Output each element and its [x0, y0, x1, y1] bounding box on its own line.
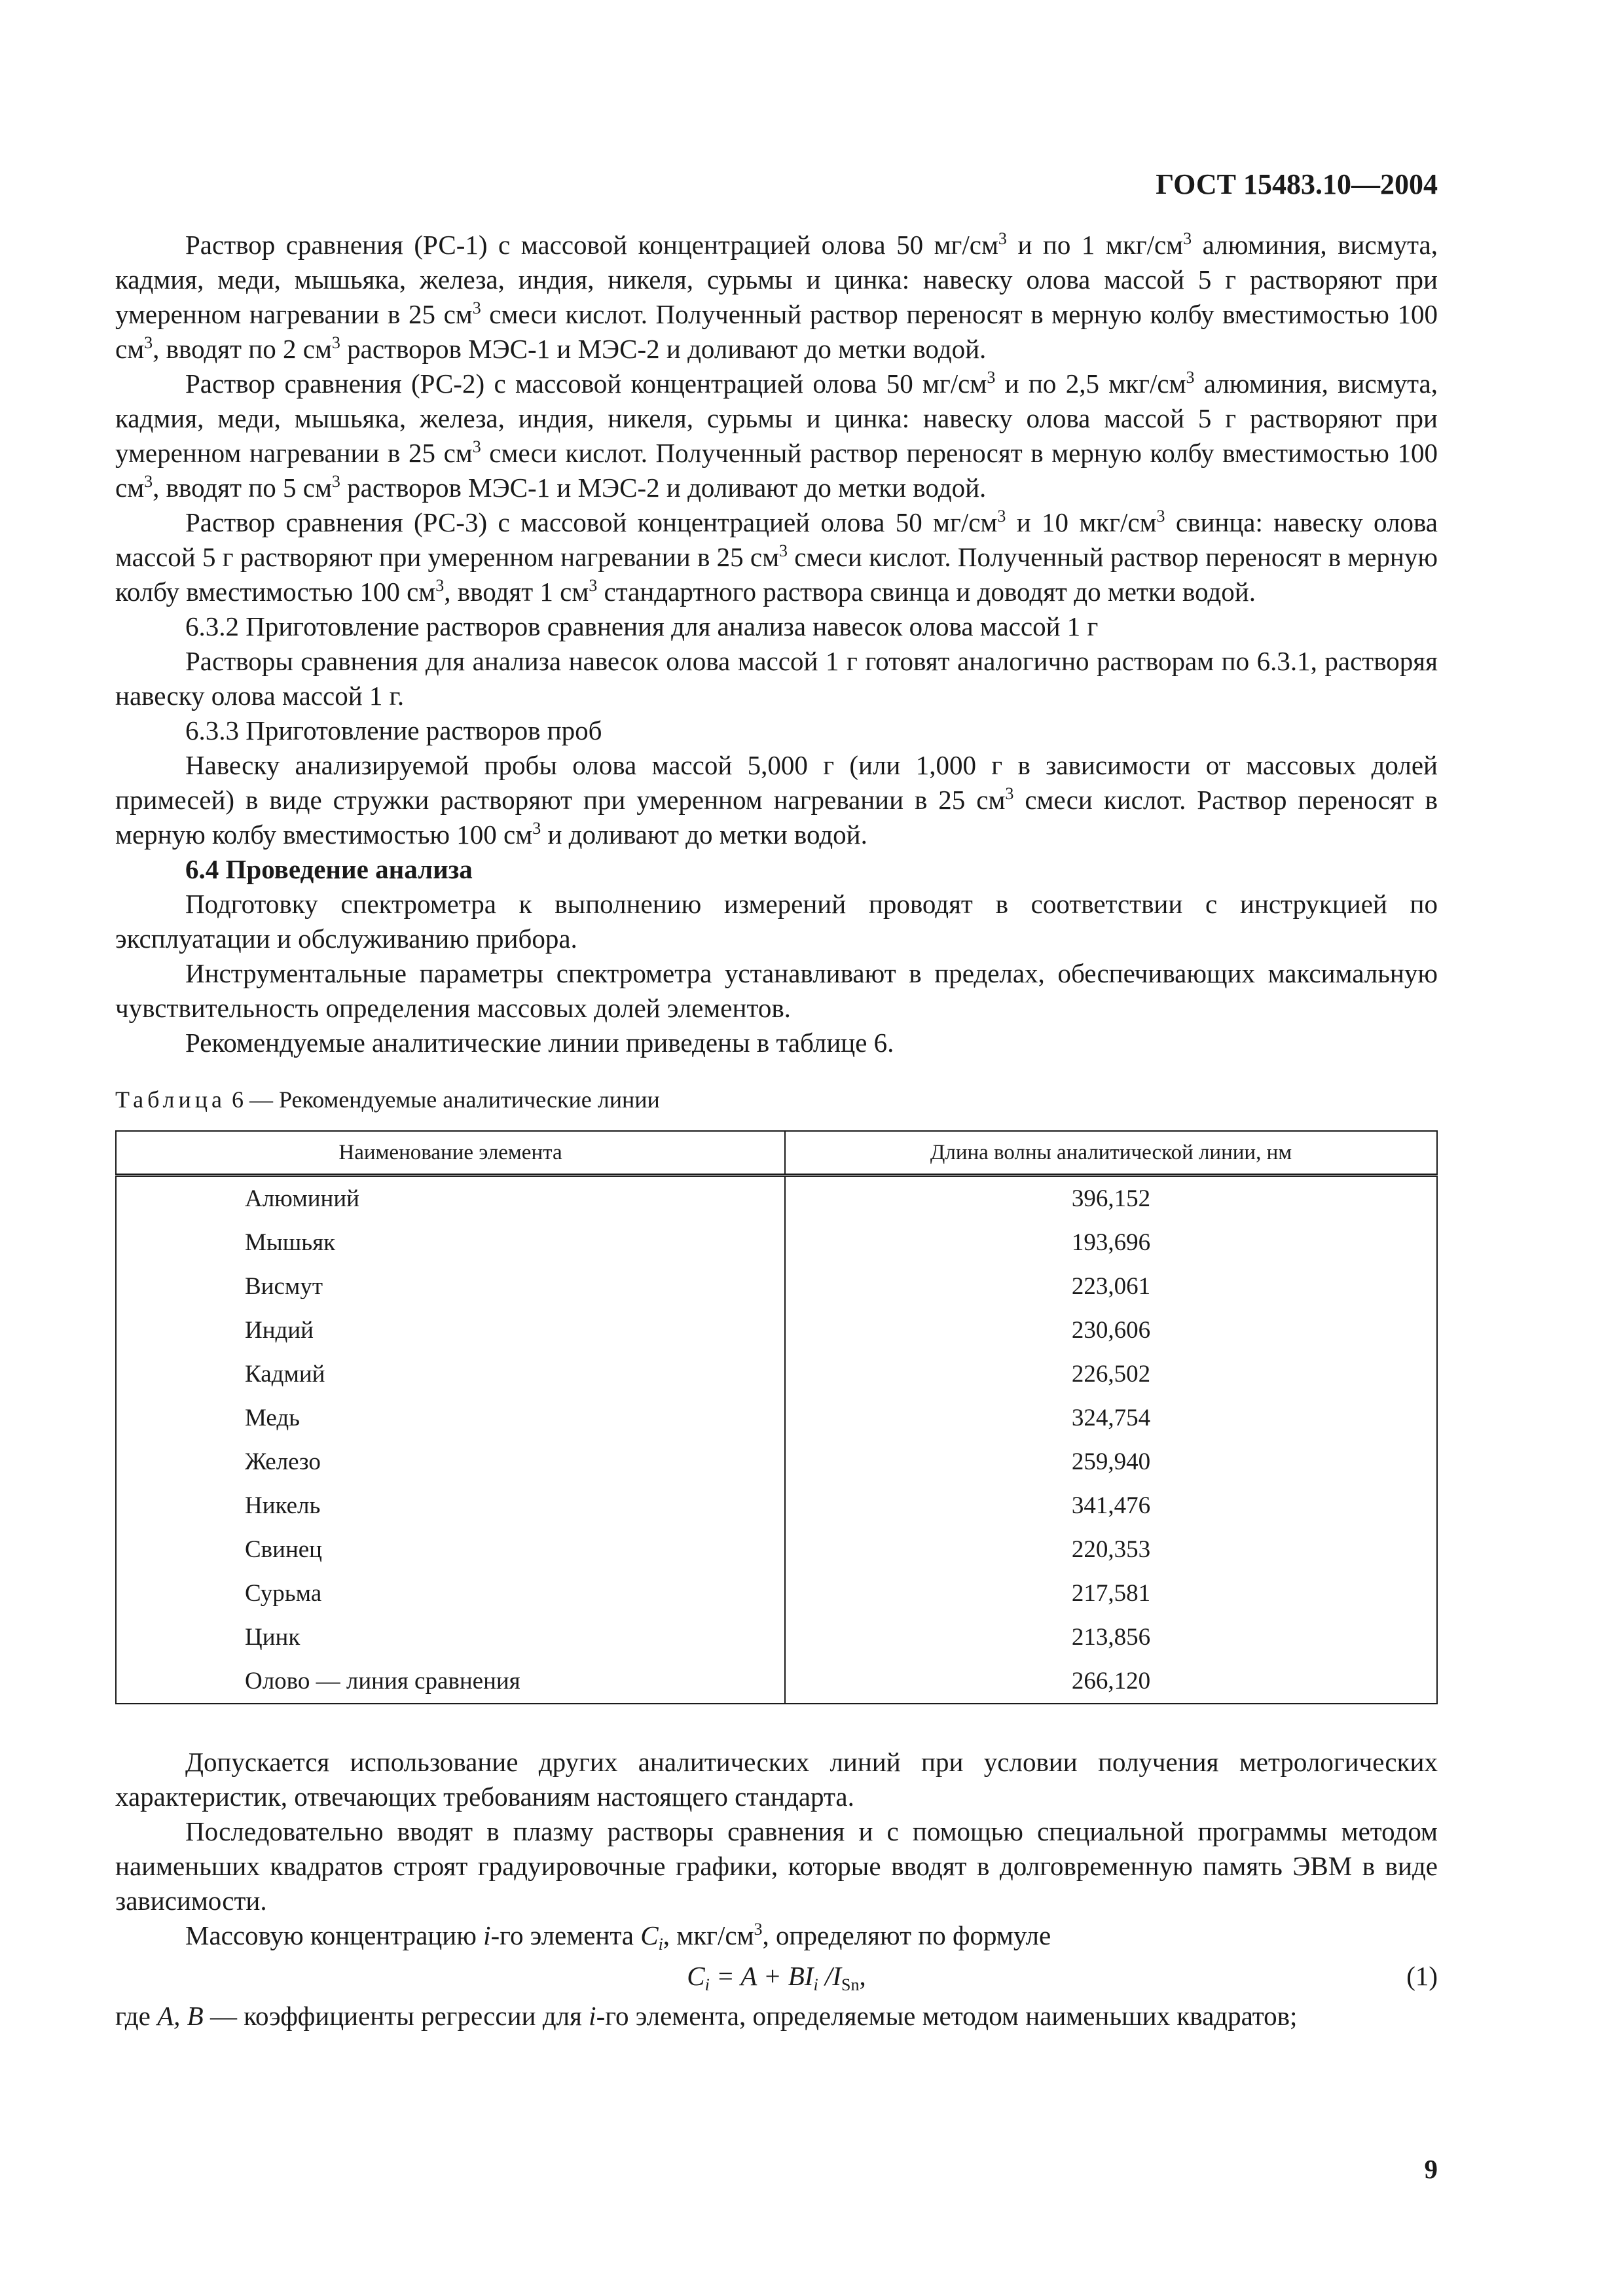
wavelength-cell: 259,940 — [785, 1440, 1437, 1484]
table-row — [116, 1615, 1437, 1659]
section-6-4-title: 6.4 Проведение анализа — [185, 854, 473, 884]
wavelength-cell: 217,581 — [785, 1571, 1437, 1615]
paragraph-rs1: Раствор сравнения (РС-1) с массовой концентрацией олова 50 $мг/см^3$ и по 1 мкг/$см^3$ алюминия, висмута, кадмия, меди, мышьяка, железа, индия, никеля, сурьмы и цинка: навеску олова массой 5 г растворяют при умеренном нагревании в 25 $см^3$ смеси кислот. Полученный раствор переносят в мерную колбу вместимостью 100 $см^3$, вводят по 2 $см^3$ растворов МЭС-1 и МЭС-2 и доливают до метки водой. — [115, 229, 1438, 364]
table-row — [116, 1484, 1437, 1528]
element-name-cell: Индий — [116, 1308, 785, 1352]
column-header-element: Наименование элемента — [116, 1131, 785, 1175]
element-name-cell: Железо — [116, 1440, 785, 1484]
table-row — [116, 1308, 1437, 1352]
section-6-3-2-text: Растворы сравнения для анализа навесок олова массой 1 г готовят аналогично растворам по 6.3.1, растворяя навеску олова массой 1 г. — [115, 646, 1438, 711]
element-name-cell: Висмут — [116, 1265, 785, 1308]
paragraph-concentration: Массовую концентрацию i-го элемента $C_i$, мкг/$см^3$, определяют по формуле — [185, 1920, 1051, 1954]
element-name-cell: Никель — [116, 1484, 785, 1528]
table-6-caption: Таблица 6 — Рекомендуемые аналитические линии — [115, 1086, 660, 1113]
table-row — [116, 1265, 1437, 1308]
section-6-4-paragraph-3: Рекомендуемые аналитические линии приведены в таблице 6. — [185, 1028, 894, 1058]
element-name-cell: Алюминий — [116, 1175, 785, 1221]
element-name-cell: Цинк — [116, 1615, 785, 1659]
paragraph-calibration: Последовательно вводят в плазму растворы сравнения и с помощью специальной программы методом наименьших квадратов строят градуировочные графики, которые вводят в долговременную память ЭВМ в виде зависимости. — [115, 1816, 1438, 1916]
standard-code-header: ГОСТ 15483.10—2004 — [1156, 168, 1438, 200]
wavelength-cell: 213,856 — [785, 1615, 1437, 1659]
table-row — [116, 1352, 1437, 1396]
wavelength-cell: 193,696 — [785, 1221, 1437, 1265]
formula-1 — [115, 1953, 1438, 1999]
wavelength-cell: 266,120 — [785, 1659, 1437, 1704]
section-6-3-2-title: 6.3.2 Приготовление растворов сравнения для анализа навесок олова массой 1 г — [185, 611, 1099, 641]
wavelength-cell: 220,353 — [785, 1528, 1437, 1571]
column-header-wavelength: Длина волны аналитической линии, нм — [785, 1131, 1437, 1175]
table-row — [116, 1396, 1437, 1440]
table-row — [116, 1221, 1437, 1265]
wavelength-cell: 223,061 — [785, 1265, 1437, 1308]
table-row — [116, 1659, 1437, 1704]
paragraph-rs2: Раствор сравнения (РС-2) с массовой концентрацией олова 50 $мг/см^3$ и по 2,5 мкг/$см^3$ алюминия, висмута, кадмия, меди, мышьяка, железа, индия, никеля, сурьмы и цинка: навеску олова массой 5 г растворяют при умеренном нагревании в 25 $см^3$ смеси кислот. Полученный раствор переносят в мерную колбу вместимостью 100 $см^3$, вводят по 5 $см^3$ растворов МЭС-1 и МЭС-2 и доливают до метки водой. — [115, 368, 1438, 503]
wavelength-cell: 396,152 — [785, 1175, 1437, 1221]
wavelength-cell: 226,502 — [785, 1352, 1437, 1396]
formula-expression: $C_i = A + BI_i$ $/I_{Sn}$, — [687, 1961, 866, 1994]
section-6-3-3-title: 6.3.3 Приготовление растворов проб — [185, 715, 602, 745]
table-row — [116, 1175, 1437, 1221]
table-header-row — [116, 1131, 1437, 1175]
document-body — [115, 228, 1438, 2034]
element-name-cell: Олово — линия сравнения — [116, 1659, 785, 1704]
wavelength-cell: 324,754 — [785, 1396, 1437, 1440]
element-name-cell: Свинец — [116, 1528, 785, 1571]
section-6-4-paragraph-2: Инструментальные параметры спектрометра устанавливают в пределах, обеспечивающих максимальную чувствительность определения массовых долей элементов. — [115, 958, 1438, 1023]
page-number: 9 — [1424, 2154, 1438, 2184]
element-name-cell: Сурьма — [116, 1571, 785, 1615]
element-name-cell: Мышьяк — [116, 1221, 785, 1265]
section-6-3-3-text: Навеску анализируемой пробы олова массой 5,000 г (или 1,000 г в зависимости от массовых долей примесей) в виде стружки растворяют при умеренном нагревании в 25 $см^3$ смеси кислот. Раствор переносят в мерную колбу вместимостью 100 $см^3$ и доливают до метки водой. — [115, 750, 1438, 850]
table-row — [116, 1571, 1437, 1615]
paragraph-where: где A, B — коэффициенты регрессии для i-го элемента, определяемые методом наименьших квадратов; — [115, 2001, 1298, 2031]
element-name-cell: Медь — [116, 1396, 785, 1440]
paragraph-other-lines: Допускается использование других аналитических линий при условии получения метрологических характеристик, отвечающих требованиям настоящего стандарта. — [115, 1747, 1438, 1812]
section-6-4-paragraph-1: Подготовку спектрометра к выполнению измерений проводят в соответствии с инструкцией по эксплуатации и обслуживанию прибора. — [115, 889, 1438, 954]
table-6 — [115, 1130, 1438, 1704]
wavelength-cell: 341,476 — [785, 1484, 1437, 1528]
element-name-cell: Кадмий — [116, 1352, 785, 1396]
formula-number: (1) — [1406, 1961, 1438, 1991]
table-row — [116, 1440, 1437, 1484]
table-row — [116, 1528, 1437, 1571]
wavelength-cell: 230,606 — [785, 1308, 1437, 1352]
paragraph-rs3: Раствор сравнения (РС-3) с массовой концентрацией олова 50 $мг/см^3$ и 10 мкг/$см^3$ свинца: навеску олова массой 5 г растворяют при умеренном нагревании в 25 $см^3$ смеси кислот. Полученный раствор переносят в мерную колбу вместимостью 100 $см^3$, вводят 1 $см^3$ стандартного раствора свинца и доводят до метки водой. — [115, 507, 1438, 607]
